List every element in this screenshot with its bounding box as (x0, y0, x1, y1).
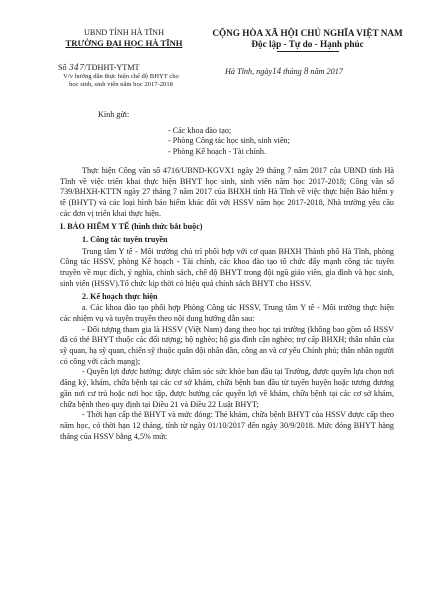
doc-number-handwritten: 347 (68, 62, 85, 72)
subject-line: V/v hướng dẫn thực hiện chế độ BHYT cho (63, 73, 179, 80)
national-motto: Độc lập - Tự do - Hạnh phúc (251, 39, 364, 49)
paragraph: Trung tâm Y tế - Môi trường chủ trì phối hợp với cơ quan BHXH Thành phố Hà Tĩnh, phòng Công tác HSSV, phòng Kế hoạch - Tài chính, các khoa đào tạo tổ chức đẩy mạnh công tác tuyên truyền về mục đích, ý nghĩa, chính sách, chế độ BHYT trong đội ngũ giáo viên, gia đình và học sinh, sinh viên (HSSV).Tổ chức kịp thời có hiệu quả chính sách BHYT cho HSSV. (60, 246, 394, 288)
nation-title: CỘNG HÒA XÃ HỘI CHỦ NGHĨA VIỆT NAM (212, 28, 403, 38)
document-body (60, 110, 394, 442)
recipient-item: - Các khoa đào tạo; (168, 125, 232, 135)
date-day: 14 (272, 66, 282, 76)
paragraph: a. Các khoa đào tạo phối hợp Phòng Công tác HSSV, Trung tâm Y tế - Môi trường thực hiện các nhiệm vụ và tuyên truyền theo nội dung hướng dẫn sau: (60, 303, 394, 323)
date-place: Hà Tĩnh, ngày (225, 67, 273, 76)
recipient-item: - Phòng Kế hoạch - Tài chính. (168, 147, 267, 157)
bullet-paragraph: - Thời hạn cấp thẻ BHYT và mức đóng: Thẻ khám, chữa bệnh BHYT của HSSV được cấp theo năm học, có thời hạn 12 tháng, tính từ ngày 01/10/2017 đến ngày 30/9/2018. Mức đóng BHYT hàng tháng của HSSV bằng 4,5% mức (60, 410, 394, 441)
authority-name: UBND TỈNH HÀ TĨNH (84, 28, 164, 37)
subsection-heading: 2. Kế hoạch thực hiện (82, 291, 158, 301)
intro-paragraph: Thực hiện Công văn số 4716/UBND-KGVX1 ngày 29 tháng 7 năm 2017 của UBND tỉnh Hà Tĩnh về việc triển khai thực hiện BHYT học sinh, sinh viên năm học 2017-2018; Công văn số 739/BHXH-KTTN ngày 27 tháng 7 năm 2017 của BHXH tỉnh Hà Tĩnh về việc thực hiện Bảo hiểm y tế (BHYT) và các loại hình bảo hiểm khác đối với HSSV năm học 2017-2018, Nhà trường yêu cầu các đơn vị triển khai thực hiện. (60, 165, 394, 218)
bullet-paragraph: - Đối tượng tham gia là HSSV (Việt Nam) đang theo học tại trường (không bao gồm số HSSV đã có thẻ BHYT thuộc các đối tượng; hộ nghèo; hộ gia đình cận nghèo; trợ cấp BHXH; thân nhân của sỹ quan, hạ sỹ quan, chiến sỹ thuộc quân đội nhân dân, công an và cơ yếu Chính phủ; thân nhân người có công với cách mạng); (60, 324, 394, 366)
subsection-heading: 1. Công tác tuyên truyền (82, 235, 168, 245)
date-month: 8 (303, 66, 309, 76)
subject-line: học sinh, sinh viên năm học 2017-2018 (69, 80, 173, 88)
bullet-paragraph: - Quyền lợi được hưởng: được chăm sóc sức khỏe ban đầu tại Trường, được quyền lựa chọn nơi đăng ký, khám, chữa bệnh tại các cơ sở khám, chữa bệnh ban đầu từ tuyến huyện hoặc tương đương gần nơi cư trú hoặc nơi học tập, được hưởng các quyền lợi về khám, chữa bệnh tại các cơ sở khám, chữa bệnh theo quy định tại Điều 21 và Điều 22 Luật BHYT; (60, 367, 394, 409)
document-number (58, 62, 140, 72)
university-name: TRƯỜNG ĐẠI HỌC HÀ TĨNH (65, 38, 183, 48)
doc-number-prefix: Số (58, 63, 67, 72)
section-heading: I. BẢO HIỂM Y TẾ (hình thức bắt buộc) (60, 222, 203, 232)
date-month-word: tháng (283, 67, 302, 76)
document-subject (46, 73, 196, 88)
greeting: Kính gửi: (98, 110, 130, 119)
doc-number-code: /TĐHHT-YTMT (84, 63, 140, 72)
recipient-item: - Phòng Công tác học sinh, sinh viên; (168, 136, 290, 146)
motto-underline (277, 51, 339, 52)
issuer-block (44, 28, 204, 48)
date-year: năm 2017 (310, 67, 343, 76)
national-header (210, 28, 405, 52)
document-date (225, 66, 343, 76)
